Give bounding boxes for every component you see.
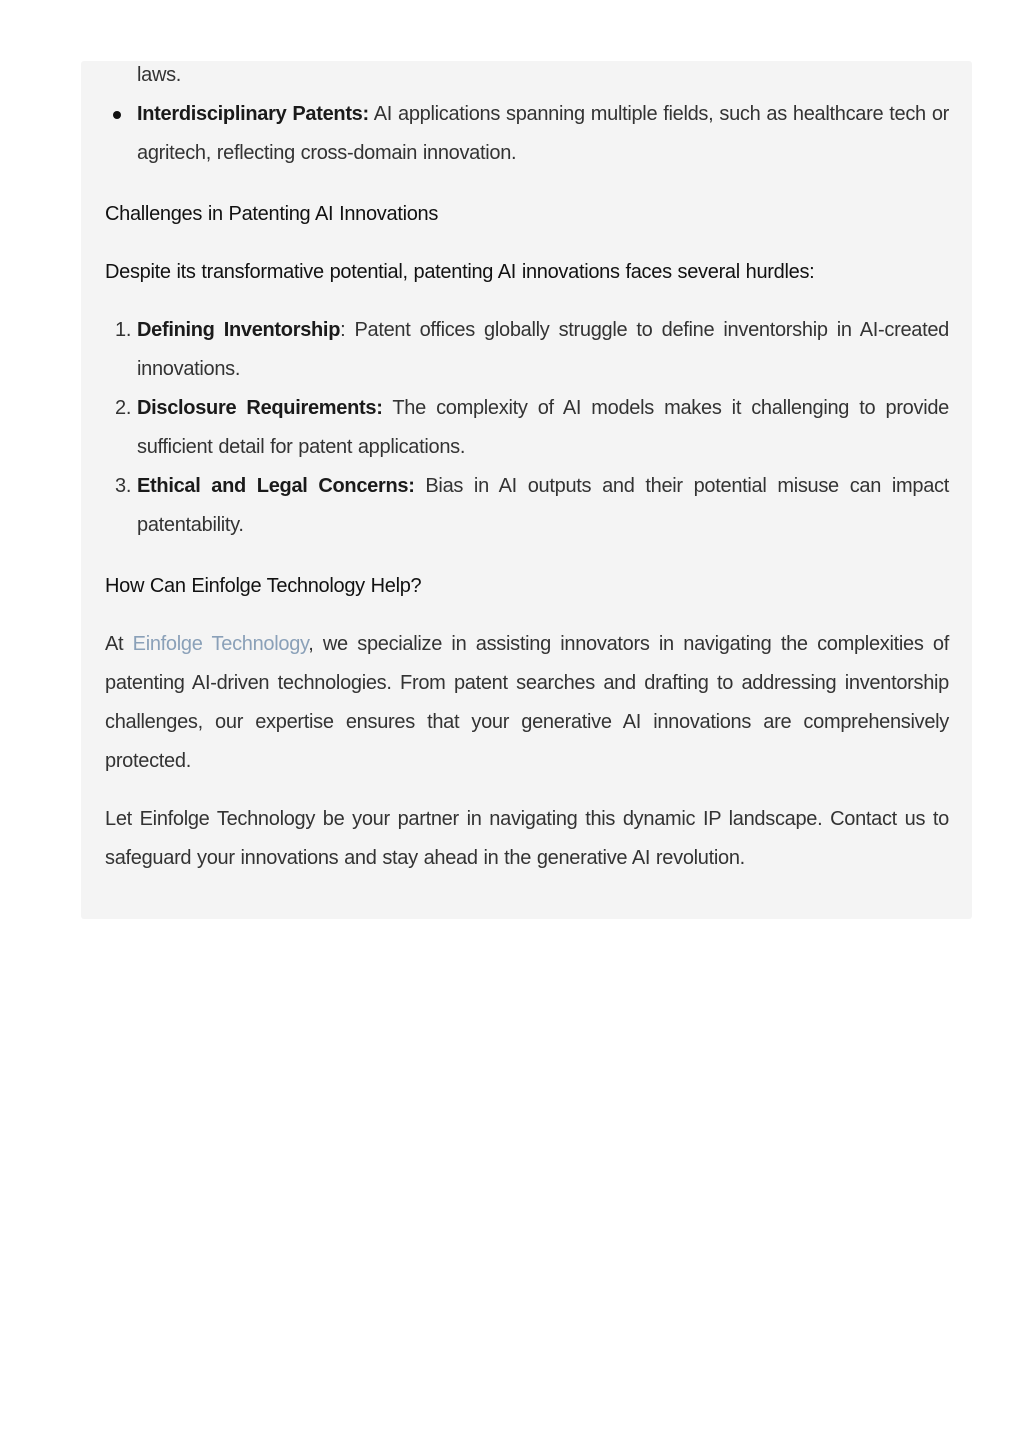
item-text: Bias in AI outputs and their potential misuse can impact patentability. [137,475,949,536]
item-number: 2. [115,397,132,419]
list-item-interdisciplinary [137,95,949,173]
bullet-text: AI applications spanning multiple fields, such as healthcare tech or agritech, reflecting cross-domain innovation. [137,103,950,164]
item-label: Disclosure Requirements: [137,397,383,419]
item-text: : Patent offices globally struggle to define inventorship in AI-created innovations. [137,319,949,380]
help-paragraph [105,625,949,781]
bullet-label: Interdisciplinary Patents: [137,103,369,125]
challenge-item-inventorship [115,311,949,389]
challenge-item-disclosure [115,389,949,467]
challenges-heading: Challenges in Patenting AI Innovations [105,203,439,225]
challenges-intro: Despite its transformative potential, patenting AI innovations faces several hurdles: [105,261,815,283]
item-number: 1. [115,319,132,341]
item-text: The complexity of AI models makes it challenging to provide sufficient detail for patent applications. [137,397,949,458]
item-label: Ethical and Legal Concerns: [137,475,415,497]
article-content [105,56,949,878]
help-para-post: , we specialize in assisting innovators in navigating the complexities of patenting AI-driven technologies. From patent searches and drafting to addressing inventorship challenges, our expertise ensures that your generative AI innovations are comprehensively protected. [105,633,949,772]
list-item-fragment [137,56,949,95]
closing-paragraph: Let Einfolge Technology be your partner in navigating this dynamic IP landscape. Contact us to safeguard your innovations and stay ahead in the generative AI revolution. [105,808,949,869]
fragment-text: laws. [137,64,182,86]
bullet-list [105,56,949,173]
einfolge-technology-link[interactable]: Einfolge Technology [132,633,309,655]
challenge-item-ethical [115,467,949,545]
help-para-pre: At [105,633,133,655]
item-label: Defining Inventorship [137,319,341,341]
help-heading: How Can Einfolge Technology Help? [105,575,422,597]
bullet-dot-icon [113,111,121,119]
item-number: 3. [115,475,132,497]
challenges-list [105,311,949,545]
